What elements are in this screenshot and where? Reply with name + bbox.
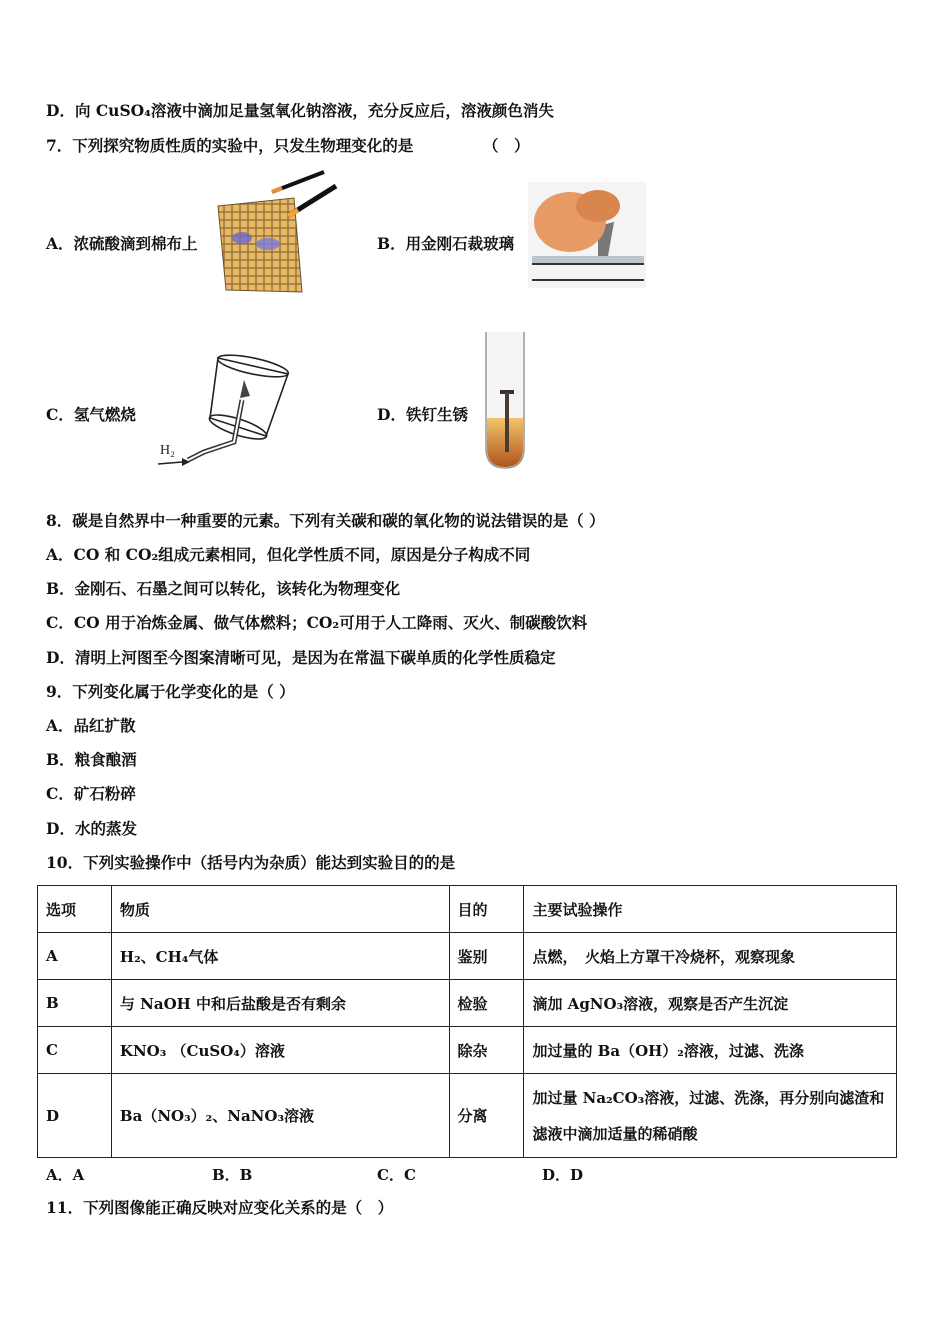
table-header-cell: 目的 [449, 886, 524, 933]
q8-option-d: D．清明上河图至今图案清晰可见，是因为在常温下碳单质的化学性质稳定 [46, 648, 556, 667]
table-cell: 加过量 Na₂CO₃溶液，过滤、洗涤，再分别向滤渣和滤液中滴加适量的稀硝酸 [524, 1074, 897, 1158]
q10-stem: 10．下列实验操作中（括号内为杂质）能达到实验目的的是 [46, 853, 456, 872]
q7-answer-paren: （ ） [483, 136, 530, 155]
table-header-cell: 物质 [111, 886, 449, 933]
table-cell: B [38, 980, 112, 1027]
cotton-cloth-acid-figure [212, 168, 342, 294]
table-cell: C [38, 1027, 112, 1074]
table-cell: 加过量的 Ba（OH）₂溶液，过滤、洗涤 [524, 1027, 897, 1074]
table-cell: 检验 [449, 980, 524, 1027]
q10-answer-c: C．C [377, 1166, 416, 1184]
q7-option-d: D．铁钉生锈 [377, 405, 468, 424]
table-cell: KNO₃ （CuSO₄）溶液 [111, 1027, 449, 1074]
table-cell: D [38, 1074, 112, 1158]
table-row [38, 1027, 897, 1074]
q8-option-b: B．金刚石、石墨之间可以转化，该转化为物理变化 [46, 579, 401, 598]
table-cell: 点燃， 火焰上方罩干冷烧杯，观察现象 [524, 933, 897, 980]
q7-option-b: B．用金刚石裁玻璃 [377, 234, 515, 253]
q10-experiment-table [37, 885, 897, 1158]
table-cell: 与 NaOH 中和后盐酸是否有剩余 [111, 980, 449, 1027]
table-row [38, 1074, 897, 1158]
h2-label: H₂ [160, 443, 175, 458]
table-header-cell: 选项 [38, 886, 112, 933]
q10-answer-d: D．D [542, 1166, 584, 1184]
table-row [38, 980, 897, 1027]
table-cell: Ba（NO₃）₂、NaNO₃溶液 [111, 1074, 449, 1158]
table-cell: 滴加 AgNO₃溶液，观察是否产生沉淀 [524, 980, 897, 1027]
table-row [38, 933, 897, 980]
q8-option-a: A．CO 和 CO₂组成元素相同，但化学性质不同，原因是分子构成不同 [46, 545, 531, 564]
table-cell: A [38, 933, 112, 980]
q9-option-b: B．粮食酿酒 [46, 750, 137, 769]
q7-option-a: A．浓硫酸滴到棉布上 [46, 234, 198, 253]
diamond-glass-cutter-figure [528, 182, 646, 288]
q7-stem: 7．下列探究物质性质的实验中，只发生物理变化的是 [46, 136, 414, 155]
table-header-row [38, 886, 897, 933]
q9-option-d: D．水的蒸发 [46, 819, 137, 838]
table-cell: 分离 [449, 1074, 524, 1158]
q9-option-c: C．矿石粉碎 [46, 784, 136, 803]
q9-stem: 9．下列变化属于化学变化的是（ ） [46, 682, 295, 701]
q8-stem: 8．碳是自然界中一种重要的元素。下列有关碳和碳的氧化物的说法错误的是（ ） [46, 511, 605, 530]
q7-option-c: C．氢气燃烧 [46, 405, 136, 424]
q10-answer-a: A．A [46, 1166, 85, 1184]
table-cell: 鉴别 [449, 933, 524, 980]
table-cell: H₂、CH₄气体 [111, 933, 449, 980]
q10-answer-b: B．B [212, 1166, 253, 1184]
rusting-nail-test-tube-figure [480, 330, 530, 472]
table-header-cell: 主要试验操作 [524, 886, 897, 933]
q8-option-c: C．CO 用于冶炼金属、做气体燃料；CO₂可用于人工降雨、灭火、制碳酸饮料 [46, 613, 588, 632]
table-cell: 除杂 [449, 1027, 524, 1074]
q11-stem: 11．下列图像能正确反映对应变化关系的是（ ） [46, 1198, 394, 1217]
q9-option-a: A．品红扩散 [46, 716, 136, 735]
q6-option-d: D．向 CuSO₄溶液中滴加足量氢氧化钠溶液，充分反应后，溶液颜色消失 [46, 101, 554, 120]
hydrogen-combustion-figure [150, 344, 296, 474]
